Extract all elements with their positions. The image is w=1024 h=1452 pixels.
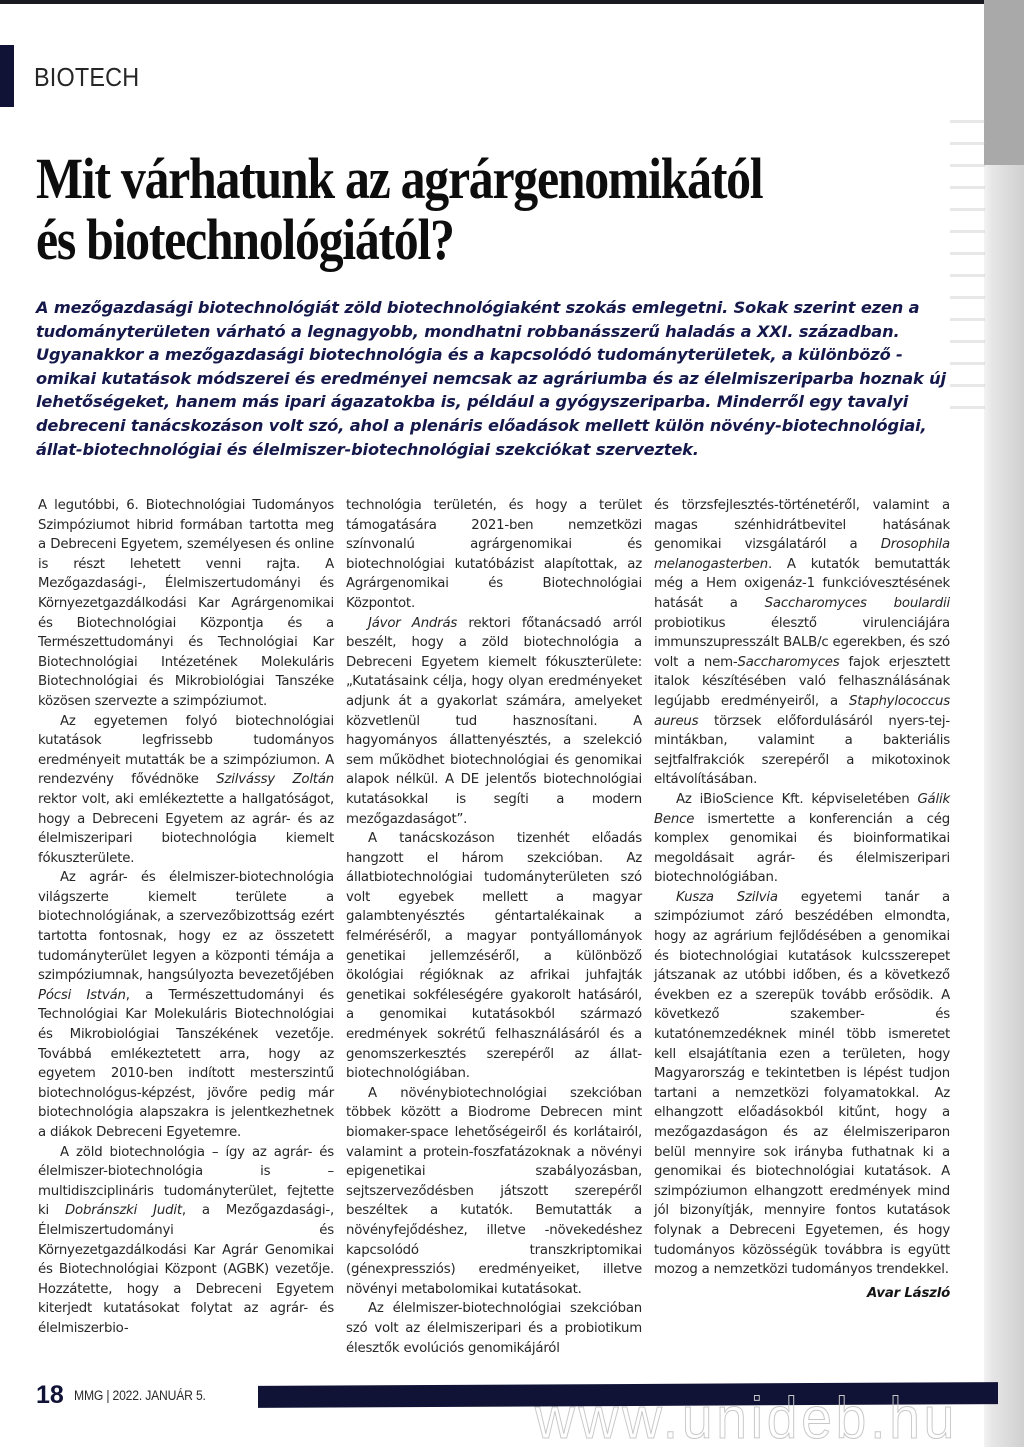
page-number: 18 [36,1381,64,1409]
paragraph: és törzsfejlesztés-történetéről, valamint a magas szénhidrátbevitel hatásának genomikai vizsgálatáról a Drosophila melanogasterben. A kutatók bemutatták még a Hem oxigenáz-1 funkcióvesztésének hatását a Saccharomyces boulardii probiotikus élesztő virulenciájára immunszupresszált BALB/c egerekben, és szó volt a nem-Saccharomyces fajok erjesztett italok készítésében való felhasználásának legújabb eredményeiről, a Staphylococcus aureus törzsek előfordulásáról nyers-tej-mintákban, valamint a bakteriális sejtfalfrakciók szerepéről a mikotoxinok eltávolításában. [654,498,950,788]
paragraph: A tanácskozáson tizenhét előadás hangzott el három szekcióban. Az állatbiotechnológiai tudományterületen szó volt egyebek mellett a magyar galambtenyésztés géntartalékainak a felméréséről, a magyar pontyállományok genetikai jellemzéséről, a különböző ökológiai régióknak az afrikai juhfajták genetikai sokféleségére gyakorolt hatásáról, a genomikai kutatásokból származó eredmények sokrétű felhasználásáról és a genomszerkesztés szerepéről az állat-biotechnológiában. [346,831,642,1082]
person-name: Gálik Bence [654,791,950,827]
column-3 [654,496,950,1358]
article-title [36,148,810,270]
title-line-2: és biotechnológiától? [36,207,454,272]
watermark: www.unideb.hu [535,1386,959,1451]
page-footer [36,1381,220,1410]
page-gutter-edge [984,0,1024,1447]
paragraph: Kusza Szilvia egyetemi tanár a szimpóziumot záró beszédében elmondta, hogy az agrárium fejlődésében a genomikai és biotechnológiai kutatások kulcsszerepet játszanak az utóbbi időben, és a következő években ez a szerepük tovább erősödik. A következő szakember- és kutatónemzedéknek minél több ismeretet kell elsajátítania ezen a területen, hogy Magyarország e tekintetben is lépést tudjon tartani a nemzetközi folyamatokkal. Az elhangzott előadásokból kitűnt, hogy a mezőgazdaságon és az élelmiszeriparon belül mennyire sok irányba futhatnak ki a genomikai és biotechnológiai kutatások. A szimpóziumon elhangzott eredmények mind jól bizonyítják, mennyire fontos kutatások folynak a Debreceni Egyetemen, és hogy tudományos közösségük továbbra is együtt mozog a nemzetközi tudományos trendekkel. [654,889,950,1278]
paragraph: Az egyetemen folyó biotechnológiai kutatások legfrissebb tudományos eredményeit mutatták be a szimpóziumon. A rendezvény fővédnöke Szilvássy Zoltán rektor volt, aki emlékeztette a hallgatóságot, hogy a Debreceni Egyetem az agrár- és az élelmiszeripari biotechnológia kiemelt fókuszterülete. [38,713,334,866]
paragraph: A zöld biotechnológia – így az agrár- és élelmiszer-biotechnológia is – multidiszciplináris tudományterület, fejtette ki Dobránszki Judit, a Mezőgazdasági-, Élelmiszertudományi és Környezetgazdálkodási Kar Agrár Genomikai és Biotechnológiai Központ (AGBK) vezetője. Hozzátette, hogy a Debreceni Egyetem kiterjedt kutatásokat folytat az agrár- és élelmiszerbio- [38,1144,334,1336]
author-byline: Avar László [867,1285,950,1301]
person-name: Jávor András [368,615,458,631]
person-name: Pócsi István [38,987,126,1003]
section-accent-bar [0,45,14,107]
paragraph: Jávor András rektori főtanácsadó arról beszélt, hogy a zöld biotechnológia a Debreceni Egyetem kiemelt fókuszterülete: „Kutatásaink célja, hogy olyan eredményeket adjunk át a gyakorlat számára, amelyeket közvetlenül tud hasznosítani. A hagyományos állattenyésztés, a szelekció sem működhet biotechnológiai és genomikai alapok nélkül. A DE jelentős biotechnológiai kutatásokkal is segíti a modern mezőgazdaságot”. [346,615,642,827]
person-name: Szilvássy Zoltán [216,772,334,788]
publication-info: MMG | 2022. JANUÁR 5. [73,1388,206,1403]
paragraph: A legutóbbi, 6. Biotechnológiai Tudományos Szimpóziumot hibrid formában tartotta meg a Debreceni Egyetem, személyesen és online is részt lehetett venni rajta. A Mezőgazdasági-, Élelmiszertudományi és Környezetgazdálkodási Kar Agrárgenomikai és Biotechnológiai Központja és a Természettudományi és Technológiai Kar Biotechnológiai Intézetének Molekuláris Biotechnológiai és Mikrobiológiai Tanszéke közösen szervezte a szimpóziumot. [38,498,334,709]
column-1 [38,496,334,1358]
title-line-1: Mit várhatunk az agrárgenomikától [36,146,763,211]
paragraph: technológia területén, és hogy a terület támogatására 2021-ben nemzetközi színvonalú agrárgenomikai és biotechnológiai kutatóbázist alapítottak, az Agrárgenomikai és Biotechnológiai Központot. [346,498,642,611]
article-lead: A mezőgazdasági biotechnológiát zöld biotechnológiaként szokás emlegetni. Sokak szerint ezen a tudományterületen várható a legnagyobb, mondhatni robbanásszerű haladás a XXI. században. Ugyanakkor a mezőgazdasági biotechnológia és a kapcsolódó tudományterületek, a különböző -omikai kutatások módszerei és eredményei nemcsak az agráriumba és az élelmiszeriparba hoznak új lehetőségeket, hanem más ipari ágazatokba is, például a gyógyszeriparba. Minderről egy tavalyi debreceni tanácskozáson volt szó, ahol a plenáris előadások mellett külön növény-biotechnológiai, állat-biotechnológiai és élelmiszer-biotechnológiai szekciókat szerveztek. [36,298,946,459]
section-label: BIOTECH [34,62,140,92]
top-rule [0,0,985,4]
paragraph: A növénybiotechnológiai szekcióban többek között a Biodrome Debrecen mint biomaker-space lehetőségeiről és korlátairól, valamint a protein-foszfatázoknak a növényi epigenetikai szabályozásban, sejtszerveződésben játszott szerepéről beszéltek a kutatók. Bemutatták a növényfejődéshez, illetve -növekedéshez kapcsolódó transzkriptomikai (génexpressziós) eredményeiket, illetve növényi metabolomikai kutatásokat. [346,1085,642,1297]
paragraph: Az élelmiszer-biotechnológiai szekcióban szó volt az élelmiszeripari és a probiotikum élesztők evolúciós genomikájáról [346,1301,642,1356]
column-2 [346,496,642,1358]
article-body [38,496,950,1356]
person-name: Kusza Szilvia [676,889,778,905]
paragraph: Az iBioScience Kft. képviseletében Gálik Bence ismertette a konferencián a cég komplex genomikai és bioinformatikai megoldásait agrár- és élelmiszeripari biotechnológiában. [654,791,950,886]
paragraph: Az agrár- és élelmiszer-biotechnológia világszerte kiemelt területe a biotechnológiának, a szervezőbizottság ezért tartotta fontosnak, hogy ez az összetett tudományterület legyen a központi témája a szimpóziumnak, hangsúlyozta bevezetőjében Pócsi István, a Természettudományi és Technológiai Kar Molekuláris Biotechnológiai és Mikrobiológiai Tanszékének vezetője. Továbbá emlékeztetett arra, hogy az egyetem 2010-ben indított mesterszintű biotechnológus-képzést, jövőre pedig már biotechnológia alapszakra is jelentkezhetnek a diákok Debreceni Egyetemre. [38,870,335,1140]
person-name: Dobránszki Judit [65,1203,182,1219]
